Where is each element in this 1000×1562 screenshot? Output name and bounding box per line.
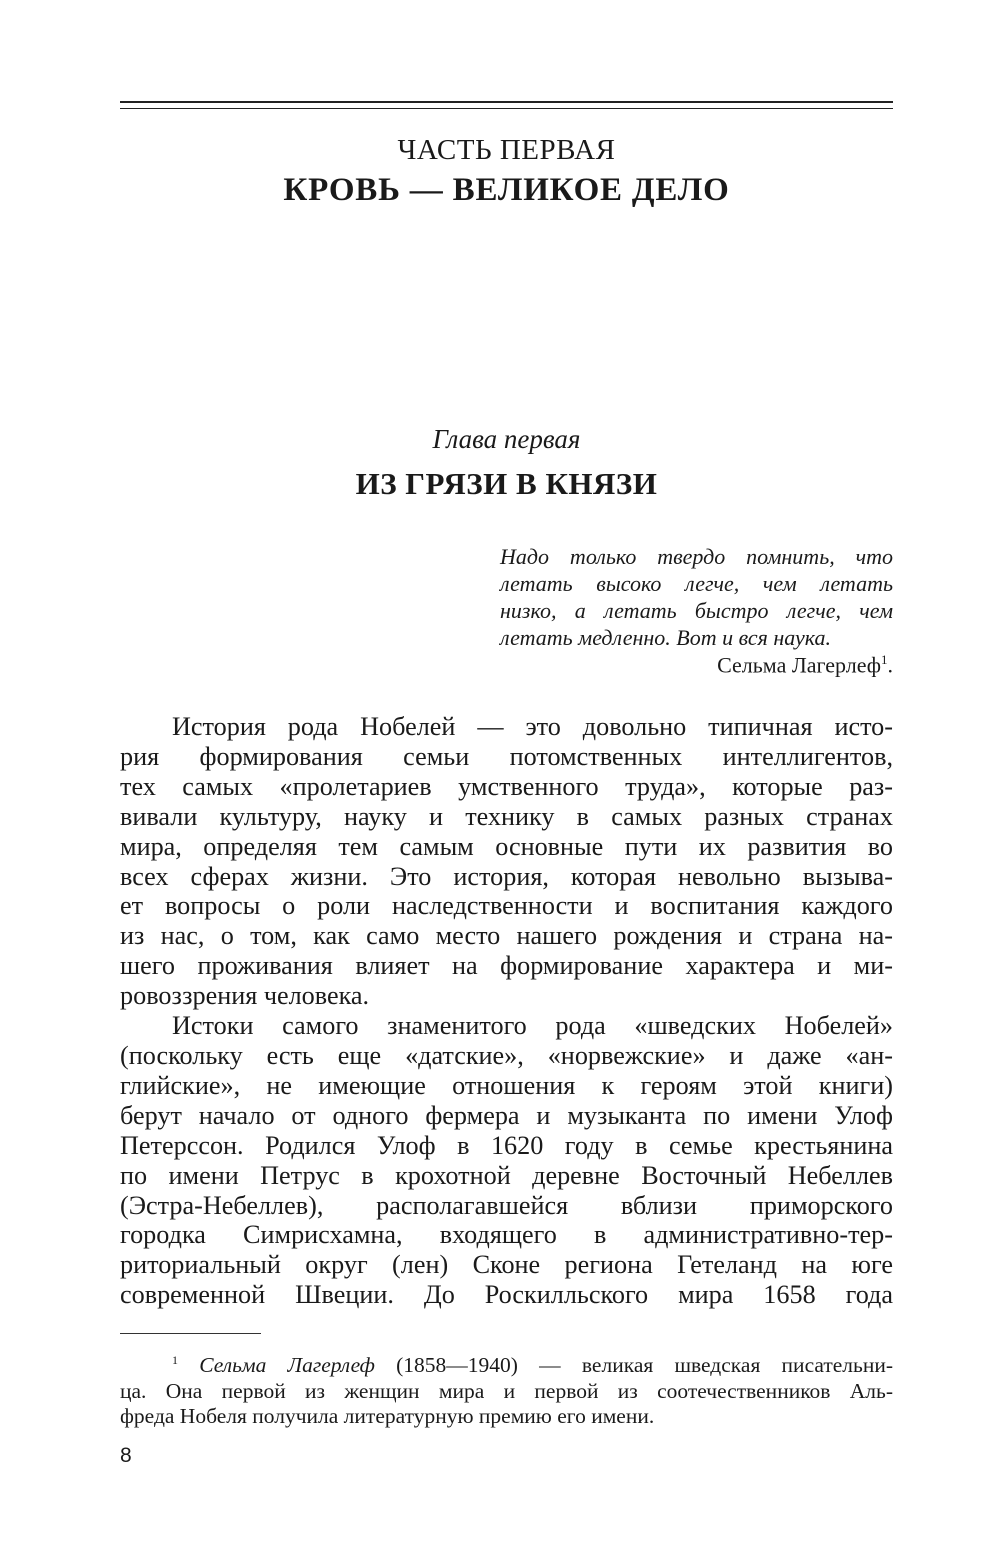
footnote-mark: 1 <box>172 1353 178 1367</box>
text-line: шего проживания влияет на формирование характера и ми- <box>120 951 893 981</box>
main-text <box>120 712 893 1310</box>
text-line: История рода Нобелей — это довольно типичная исто- <box>172 712 893 741</box>
part-title: КРОВЬ — ВЕЛИКОЕ ДЕЛО <box>283 172 730 208</box>
text-line: по имени Петрус в крохотной деревне Восточный Небеллев <box>120 1160 893 1190</box>
text-line: тех самых «пролетариев умственного труда», которые раз- <box>120 771 893 801</box>
footnote-line: ца. Она первой из женщин мира и первой из соотечественников Аль- <box>120 1378 893 1403</box>
epigraph <box>500 543 893 651</box>
footnote-reference[interactable]: 1 <box>881 652 888 667</box>
text-line: Петерссон. Родился Улоф в 1620 году в семье крестьянина <box>120 1130 893 1160</box>
header-rule-thick <box>120 101 893 103</box>
text-line: ровоззрения человека. <box>120 981 370 1011</box>
text-line: современной Швеции. До Роскилльского мира 1658 года <box>120 1280 893 1310</box>
footnote-text: (1858—1940) — великая шведская писательни- <box>374 1353 894 1378</box>
text-line: риториальный округ (лен) Сконе региона Гетеланд на юге <box>120 1250 893 1280</box>
text-line: рия формирования семьи потомственных интеллигентов, <box>120 741 893 771</box>
page-number: 8 <box>120 1444 132 1467</box>
epigraph-line: Надо только твердо помнить, что <box>500 544 893 569</box>
header-rule-thin <box>120 108 893 109</box>
chapter-label: Глава первая <box>432 424 581 454</box>
epigraph-line: летать высоко легче, чем летать <box>500 571 893 596</box>
epigraph-line: летать медленно. Вот и вся наука. <box>500 625 831 650</box>
text-line: (Эстра-Небеллев), располагавшейся вблизи приморского <box>120 1190 893 1220</box>
part-label: ЧАСТЬ ПЕРВАЯ <box>397 134 616 166</box>
text-line: всех сферах жизни. Это история, которая невольно вызыва- <box>120 861 893 891</box>
text-line: глийские», не имеющие отношения к героям этой книги) <box>120 1070 893 1100</box>
text-line: берут начало от одного фермера и музыканта по имени Улоф <box>120 1100 893 1130</box>
text-line: ет вопросы о роли наследственности и воспитания каждого <box>120 891 893 921</box>
text-line: из нас, о том, как само место нашего рождения и страна на- <box>120 921 893 951</box>
text-line: городка Симрисхамна, входящего в административно-тер- <box>120 1220 893 1250</box>
text-line: Истоки самого знаменитого рода «шведских Нобелей» <box>172 1011 893 1041</box>
chapter-title: ИЗ ГРЯЗИ В КНЯЗИ <box>355 466 658 501</box>
epigraph-line: низко, а летать быстро легче, чем <box>500 598 893 623</box>
epigraph-author-period: . <box>887 652 893 678</box>
text-line: (поскольку есть еще «датские», «норвежские» и даже «ан- <box>120 1040 893 1070</box>
text-line: мира, определяя тем самым основные пути их развития во <box>120 831 893 861</box>
footnote-line <box>120 1348 893 1379</box>
footnote <box>120 1348 893 1430</box>
epigraph-author-name: Сельма Лагерлеф <box>717 652 881 678</box>
epigraph-author <box>717 652 893 678</box>
footnote-divider <box>120 1333 261 1334</box>
text-line: вивали культуру, науку и технику в самых разных странах <box>120 801 893 831</box>
footnote-name: Сельма Лагерлеф <box>199 1353 375 1378</box>
footnote-line: фреда Нобеля получила литературную премию его имени. <box>120 1404 655 1429</box>
